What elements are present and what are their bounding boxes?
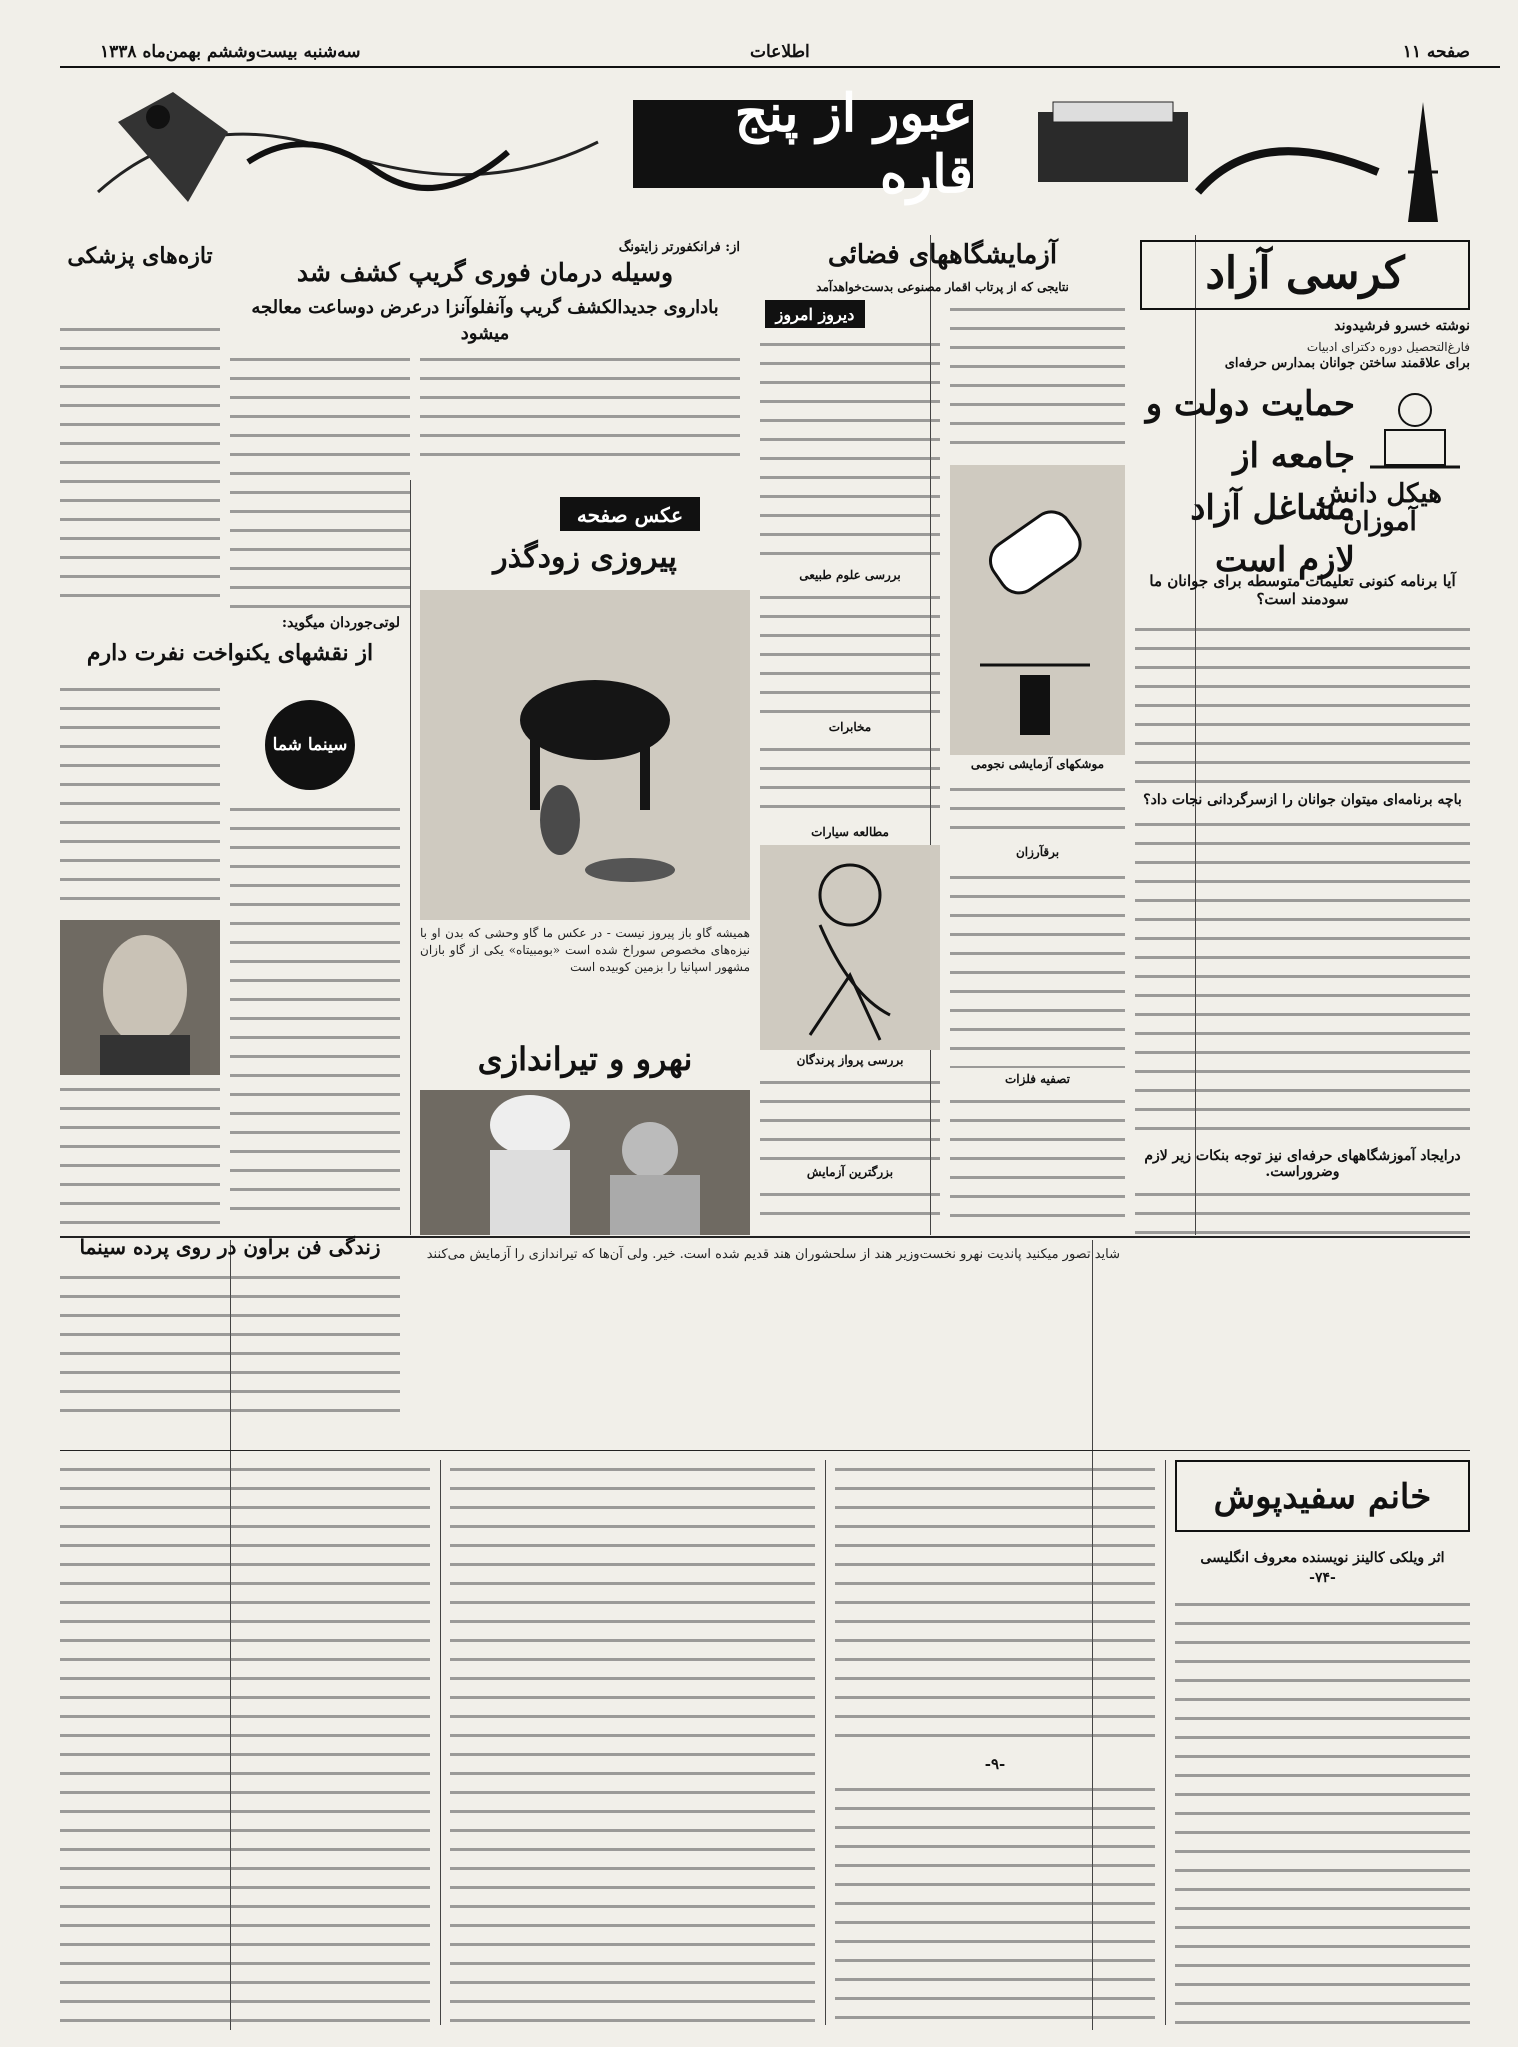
space-body-3 bbox=[760, 588, 940, 718]
nehru-title: نهرو و تیراندازی bbox=[477, 1040, 693, 1078]
kursi-author: نوشته خسرو فرشیدوند bbox=[1334, 318, 1470, 334]
lollo-body-1 bbox=[60, 680, 220, 910]
serial-title: خانم سفیدپوش bbox=[1213, 1477, 1432, 1517]
kursi-kicker: برای علاقمند ساختن جوانان بمدارس حرفه‌ای bbox=[1224, 356, 1470, 371]
kursi-subhead3: درایجاد آموزشگاههای حرفه‌ای نیز توجه بنکات زیر لازم وضروراست. bbox=[1144, 1148, 1461, 1180]
kursi-body-3 bbox=[1135, 1185, 1470, 1235]
space-body-4 bbox=[760, 740, 940, 820]
serial-body-4 bbox=[450, 1460, 815, 2025]
kursi-body-1 bbox=[1135, 620, 1470, 790]
kursi-question2: باچه برنامه‌ای میتوان جوانان را ازسرگردانی نجات داد؟ bbox=[1143, 792, 1462, 808]
kursi-headline: حمایت دولت و جامعه از مشاغل آزاد لازم است bbox=[1145, 384, 1355, 580]
serial-number: -۹- bbox=[984, 1755, 1006, 1773]
photo-title: پیروزی زودگذر bbox=[493, 540, 677, 575]
banner bbox=[78, 82, 1463, 228]
space-body-8 bbox=[950, 1092, 1125, 1232]
space-sub5: برقآرزان bbox=[1015, 845, 1060, 859]
serial-title-box bbox=[1175, 1460, 1470, 1532]
space-body-2 bbox=[760, 335, 940, 565]
space-sub2: بررسی علوم طبیعی bbox=[799, 568, 901, 582]
nehru-footer: شاید تصور میکنید پاندیت نهرو نخست‌وزیر هند از سلحشوران هند قدیم شده است. خیر. ولی آن‌ها که تیراندازی را آزمایش می‌کنند bbox=[426, 1247, 1120, 1262]
serial-body-5 bbox=[60, 1460, 430, 2025]
kursi-degree: فارغ‌التحصیل دوره دکترای ادبیات bbox=[1306, 340, 1470, 354]
lollo-body-3 bbox=[60, 1080, 220, 1230]
nehru-photo bbox=[420, 1090, 750, 1235]
space-body-1 bbox=[950, 300, 1125, 460]
kursi-body-2 bbox=[1135, 815, 1470, 1145]
lollo-title: از نقشهای یکنواخت نفرت دارم bbox=[86, 640, 374, 666]
space-sub6: بررسی پرواز پرندگان bbox=[796, 1053, 904, 1067]
kursi-title: کرسی آزاد bbox=[1205, 248, 1405, 299]
serial-body-1 bbox=[1175, 1595, 1470, 2025]
kursi-title-box bbox=[1140, 240, 1470, 310]
flu-title: وسیله درمان فوری گریپ کشف شد bbox=[296, 258, 674, 287]
brown-title: زندگی فن براون در روی پرده سینما bbox=[79, 1235, 381, 1259]
lollo-kicker: لوتی‌جوردان میگوید: bbox=[281, 615, 400, 631]
astronaut-cartoon bbox=[760, 845, 940, 1050]
space-body-9 bbox=[760, 1185, 940, 1225]
flu-body-2 bbox=[60, 320, 220, 610]
space-sub7: تصفیه فلزات bbox=[1004, 1072, 1070, 1086]
lollo-body-2 bbox=[230, 800, 400, 1220]
flu-sub: باداروی جدیدالکشف گریپ وآنفلوآنزا درعرض دوساعت معالجه میشود bbox=[251, 297, 719, 344]
cinema-badge: سینما شما bbox=[265, 700, 355, 790]
actor-photo bbox=[60, 920, 220, 1075]
space-tag: دیروز امروز bbox=[765, 300, 865, 328]
flu-body-3 bbox=[230, 350, 410, 610]
space-body-6 bbox=[950, 868, 1125, 1068]
space-caption: موشکهای آزمایشی نجومی bbox=[970, 757, 1105, 771]
space-sub8: بزرگترین آزمایش bbox=[806, 1165, 894, 1179]
space-title: آزمایشگاههای فضائی bbox=[827, 240, 1058, 270]
medical-label: تازه‌های پزشکی bbox=[67, 243, 213, 269]
serial-part: -۷۴- bbox=[1309, 1570, 1336, 1586]
kursi-illustration-caption: هیکل دانش آموزان bbox=[1318, 479, 1442, 537]
space-lead: نتایجی که از پرتاب اقمار مصنوعی بدست‌خواهدآمد bbox=[816, 280, 1069, 294]
bullfight-photo bbox=[420, 590, 750, 920]
student-illustration-icon bbox=[1360, 385, 1470, 475]
space-body-7 bbox=[760, 1073, 940, 1163]
space-body-5 bbox=[950, 780, 1125, 840]
rocket-illustration bbox=[950, 465, 1125, 755]
serial-body-3 bbox=[835, 1780, 1155, 2025]
photo-label: عکس صفحه bbox=[560, 497, 700, 531]
serial-body-2 bbox=[835, 1460, 1155, 1750]
flu-body-1 bbox=[420, 350, 740, 470]
space-sub3: مخابرات bbox=[828, 720, 872, 734]
kursi-question1: آیا برنامه کنونی تعلیمات متوسطه برای جوانان ما سودمند است؟ bbox=[1149, 572, 1456, 608]
flu-byline: از: فرانکفورتر زایتونگ bbox=[618, 240, 740, 255]
banner-title: عبور از پنج قاره bbox=[633, 100, 973, 188]
issue-date: سه‌شنبه بیست‌وششم بهمن‌ماه ۱۳۳۸ bbox=[100, 42, 361, 62]
page-header bbox=[60, 38, 1500, 68]
brown-body bbox=[60, 1268, 400, 1418]
page-number: صفحه ۱۱ bbox=[1402, 42, 1470, 62]
newspaper-name: اطلاعات bbox=[750, 42, 810, 62]
space-sub4: مطالعه سیارات bbox=[811, 825, 889, 839]
photo-caption: همیشه گاو باز پیروز نیست - در عکس ما گاو وحشی که بدن او با نیزه‌های مخصوص سوراخ شده است «بومبیتاه» یکی از گاو بازان مشهور اسپانیا را بزمین کوبیده است bbox=[420, 926, 750, 974]
serial-author: اثر ویلکی کالینز نویسنده معروف انگلیسی bbox=[1200, 1550, 1445, 1566]
